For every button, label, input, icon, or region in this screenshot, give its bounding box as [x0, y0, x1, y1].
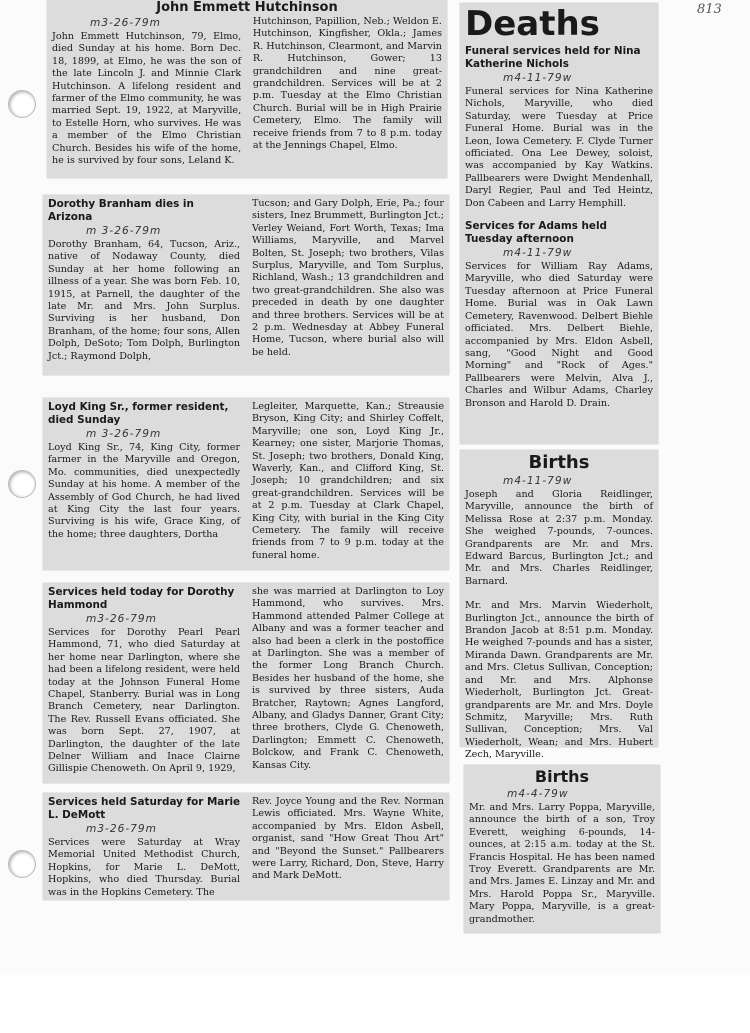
clipping-title: Dorothy Branham dies in Arizona [48, 198, 194, 223]
clipping-title: John Emmett Hutchinson [156, 0, 338, 15]
handwritten-date: m4-11-79w [503, 72, 573, 84]
obituary-text: Tucson; and Gary Dolph, Erie, Pa.; four sisters, Inez Brummett, Burlington Jct.; Verley Weiand, Fort Worth, Texas; Ima Williams, Maryville, and Marvel Bolten, St. Joseph; two brothers, Vilas Surplus, Maryville, and Tom Surplus, Richland, Wash.; 13 grandchildren and two great-grandchildren. She also was preceded in death by one daughter and three brothers. Services will be at 2 p.m. Wednesday at Abbey Funeral Home, Tucson, where burial also will be held. [251, 198, 444, 358]
clipping-demott [43, 793, 449, 900]
obituary-text: Funeral services for Nina Katherine Nichols, Maryville, who died Saturday, were Tuesday at Price Funeral Home. Burial was in the Leon, Iowa Cemetery. F. Clyde Turner officiated. Ona Lee Dewey, soloist, was accompanied by Kay Watkins. Pallbearers were Dwight Mendenhall, Daryl Regier, Paul and Ted Heintz, Don Cabeen and Larry Hemphill. [465, 86, 653, 209]
page-number: 813 [697, 2, 722, 17]
handwritten-date: m4-4-79w [507, 788, 569, 800]
obituary-text: John Emmett Hutchinson, 79, Elmo, died Sunday at his home. Born Dec. 18, 1899, at Elmo, he was the son of the late Lincoln J. and Minnie Clark Hutchinson. A lifelong resident and farmer of the Elmo community, he was married Sept. 19, 1922, at Maryville, to Estelle Horn, who survives. He was a member of the Elmo Christian Church. Besides his wife of the home, he is survived by four sons, Leland K. [52, 31, 242, 167]
binder-hole [8, 90, 36, 118]
clipping-births-1 [460, 450, 658, 761]
birth-announcement-text: Joseph and Gloria Reidlinger, Maryville, announce the birth of Melissa Rose at 2:37 p.m. Monday. She weighed 7-pounds, 7-ounces. Grandparents are Mr. and Mrs. Edward Barcus, Burlington Jct.; and Mr. and Mrs. Charles Reidlinger, Barnard. [465, 489, 653, 587]
binder-hole [8, 850, 36, 878]
obituary-text: Services for William Ray Adams, Maryville, who died Saturday were Tuesday afternoon at Price Funeral Home. Burial was in Oak Lawn Cemetery, Ravenwood. Delbert Biehle officiated. Mrs. Delbert Biehle, accompanied by Mrs. Eldon Asbell, sang, "Good Night and Good Morning" and "Rock of Ages." Pallbearers were Melvin, Alva J., Charles and Wilbur Adams, Charley Bronson and Harold D. Drain. [465, 261, 653, 409]
clipping-title: Funeral services held for Nina Katherine Nichols [465, 45, 641, 70]
obituary-text: Services were Saturday at Wray Memorial United Methodist Church, Hopkins, for Marie L. DeMott, Hopkins, who died Thursday. Burial was in the Hopkins Cemetery. The [48, 837, 241, 898]
clipping-king [43, 398, 449, 570]
section-banner: Births [528, 452, 590, 473]
section-banner: Deaths [465, 4, 600, 44]
section-banner: Births [534, 767, 590, 786]
handwritten-date: m3-26-79m [86, 823, 157, 835]
clipping-deaths [460, 3, 658, 444]
clipping-hutchinson [47, 0, 447, 178]
clipping-births-2 [464, 765, 660, 933]
obituary-text: Loyd King Sr., 74, King City, former farmer in the Maryville and Oregon, Mo. communities, died unexpectedly Sunday at his home. A member of the Assembly of God Church, he had lived at King City the last four years. Surviving is his wife, Grace King, of the home; three daughters, Dortha [48, 442, 241, 540]
handwritten-date: m3-26-79m [90, 17, 161, 29]
handwritten-date: m4-11-79w [503, 247, 573, 260]
handwritten-date: m3-26-79m [86, 613, 157, 625]
handwritten-date: m 3-26-79m [86, 428, 162, 440]
clipping-hammond [43, 583, 449, 783]
clipping-title: Services held today for Dorothy Hammond [48, 586, 235, 611]
birth-announcement-text: Mr. and Mrs. Larry Poppa, Maryville, announce the birth of a son, Troy Everett, weighing 6-pounds, 14-ounces, at 2:15 a.m. today at the St. Francis Hospital. He has been named Troy Everett. Grandparents are Mr. and Mrs. James E. Linzay and Mr. and Mrs. Harold Poppa Sr., Maryville. Mary Poppa, Maryville, is a great-grandmother. [469, 802, 655, 925]
obituary-text: Legleiter, Marquette, Kan.; Streausie Bryson, King City; and Shirley Coffelt, Maryville; one son, Loyd King Jr., Kearney; one sister, Marjorie Thomas, St. Joseph; two brothers, Donald King, Waverly, Kan., and Clifford King, St. Joseph; 10 grandchildren; and six great-grandchildren. Services will be at 2 p.m. Tuesday at Clark Chapel, King City, with burial in the King City Cemetery. The family will receive friends from 7 to 9 p.m. today at the funeral home. [251, 401, 444, 561]
clipping-title: Loyd King Sr., former resident, died Sunday [48, 401, 229, 426]
handwritten-date: m 3-26-79m [86, 225, 162, 237]
clipping-title: Services held Saturday for Marie L. DeMott [48, 796, 241, 821]
obituary-text: Hutchinson, Papillion, Neb.; Weldon E. Hutchinson, Kingfisher, Okla.; James R. Hutchinson, Clearmont, and Marvin R. Hutchinson, Gower; 13 grandchildren and nine great-grandchildren. Services will be at 2 p.m. Tuesday at the Elmo Christian Church. Burial will be in High Prairie Cemetery, Elmo. The family will receive friends from 7 to 8 p.m. today at the Jennings Chapel, Elmo. [252, 16, 442, 152]
clipping-branham [43, 195, 449, 375]
clipping-title: Services for Adams held Tuesday afternoon [465, 220, 607, 246]
obituary-text: Rev. Joyce Young and the Rev. Norman Lewis officiated. Mrs. Wayne White, accompanied by Mrs. Eldon Asbell, organist, sand "How Great Thou Art" and "Beyond the Sunset." Pallbearers were Larry, Richard, Don, Steve, Harry and Mark DeMott. [251, 796, 444, 882]
obituary-text: she was married at Darlington to Loy Hammond, who survives. Mrs. Hammond attended Palmer College at Albany and was a former teacher and also had been a clerk in the postoffice at Darlington. She was a member of the former Long Branch Church. Besides her husband of the home, she is survived by three sisters, Auda Bratcher, Raytown; Agnes Langford, Albany, and Gladys Danner, Grant City; three brothers, Clyde G. Chenoweth, Darlington; Emmett C. Chenoweth, Bolckow, and Frank C. Chenoweth, Kansas City. [251, 586, 444, 771]
birth-announcement-text: Mr. and Mrs. Marvin Wiederholt, Burlington Jct., announce the birth of Brandon Jacob at 8:51 p.m. Monday. He weighed 7-pounds and has a sister, Miranda Dawn. Grandparents are Mr. and Mrs. Cletus Sullivan, Conception; and Mr. and Mrs. Alphonse Wiederholt, Burlington Jct. Great-grandparents are Mr. and Mrs. Doyle Schmitz, Maryville; Mrs. Ruth Sullivan, Conception; Mrs. Val Wiederholt, Wean; and Mrs. Hubert Zech, Maryville. [465, 600, 653, 761]
binder-hole [8, 470, 36, 498]
obituary-text: Services for Dorothy Pearl Pearl Hammond, 71, who died Saturday at her home near Darlington, where she had been a lifelong resident, were held today at the Johnson Funeral Home Chapel, Stanberry. Burial was in Long Branch Cemetery, near Darlington. The Rev. Russell Evans officiated. She was born Sept. 27, 1907, at Darlington, the daughter of the late Delner William and Inace Clairne Gillispie Chenoweth. On April 9, 1929, [48, 627, 241, 775]
handwritten-date: m4-11-79w [503, 475, 573, 487]
obituary-text: Dorothy Branham, 64, Tucson, Ariz., native of Nodaway County, died Sunday at her home following an illness of a year. She was born Feb. 10, 1915, at Parnell, the daughter of the late Mr. and Mrs. John Surplus. Surviving is her husband, Don Branham, of the home; four sons, Allen Dolph, DeSoto; Tom Dolph, Burlington Jct.; Raymond Dolph, [48, 239, 241, 362]
